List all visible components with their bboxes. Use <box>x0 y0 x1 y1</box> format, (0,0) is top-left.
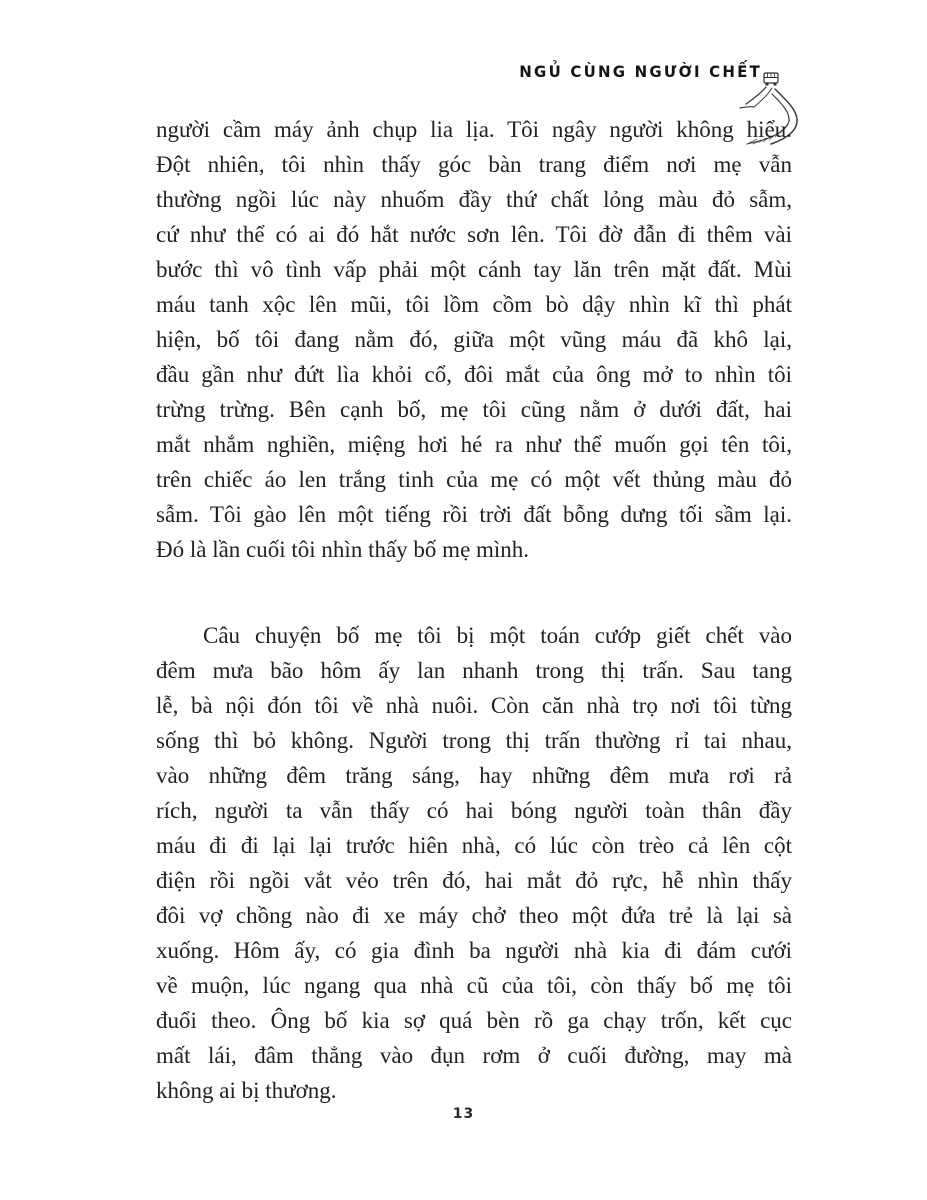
text-line: hiện, bố tôi đang nằm đó, giữa một vũng máu đã khô lại, <box>156 327 792 352</box>
text-line: bước thì vô tình vấp phải một cánh tay lăn trên mặt đất. Mùi <box>156 257 792 282</box>
page-number: 13 <box>452 1106 475 1122</box>
text-line: máu đi đi lại lại trước hiên nhà, có lúc còn trèo cả lên cột <box>156 833 792 858</box>
text-line: xuống. Hôm ấy, có gia đình ba người nhà kia đi đám cưới <box>156 938 792 963</box>
text-line: người cầm máy ảnh chụp lia lịa. Tôi ngây người không hiểu. <box>156 117 792 142</box>
text-line: đêm mưa bão hôm ấy lan nhanh trong thị trấn. Sau tang <box>156 658 792 683</box>
text-line: đôi vợ chồng nào đi xe máy chở theo một đứa trẻ là lại sà <box>156 903 792 928</box>
text-line: không ai bị thương. <box>156 1078 337 1103</box>
text-line: sẫm. Tôi gào lên một tiếng rồi trời đất bỗng dưng tối sầm lại. <box>156 502 792 527</box>
text-line: cứ như thể có ai đó hắt nước sơn lên. Tôi đờ đẫn đi thêm vài <box>156 222 792 247</box>
text-line: Đột nhiên, tôi nhìn thấy góc bàn trang điểm nơi mẹ vẫn <box>156 152 792 177</box>
text-line: về muộn, lúc ngang qua nhà cũ của tôi, còn thấy bố mẹ tôi <box>156 973 792 998</box>
text-line: vào những đêm trăng sáng, hay những đêm mưa rơi rả <box>156 763 792 788</box>
text-line: mất lái, đâm thẳng vào đụn rơm ở cuối đường, may mà <box>156 1043 792 1068</box>
body-text <box>156 112 792 1108</box>
text-line: lễ, bà nội đón tôi về nhà nuôi. Còn căn nhà trọ nơi tôi từng <box>156 693 792 718</box>
text-line: rích, người ta vẫn thấy có hai bóng người toàn thân đầy <box>156 798 792 823</box>
text-line: đầu gần như đứt lìa khỏi cổ, đôi mắt của ông mở to nhìn tôi <box>156 362 792 387</box>
text-line: Câu chuyện bố mẹ tôi bị một toán cướp giết chết vào <box>203 623 792 648</box>
text-line: điện rồi ngồi vắt vẻo trên đó, hai mắt đỏ rực, hễ nhìn thấy <box>156 868 792 893</box>
paragraph <box>156 112 792 567</box>
paragraph <box>156 618 792 1108</box>
text-line: thường ngồi lúc này nhuốm đầy thứ chất lỏng màu đỏ sẫm, <box>156 187 792 212</box>
text-line: Đó là lần cuối tôi nhìn thấy bố mẹ mình. <box>156 537 530 562</box>
text-line: máu tanh xộc lên mũi, tôi lồm cồm bò dậy nhìn kĩ thì phát <box>156 292 792 317</box>
text-line: mắt nhắm nghiền, miệng hơi hé ra như thể muốn gọi tên tôi, <box>156 432 792 457</box>
bus-icon <box>764 73 778 86</box>
text-line: đuổi theo. Ông bố kia sợ quá bèn rồ ga chạy trốn, kết cục <box>156 1008 792 1033</box>
text-line: sống thì bỏ không. Người trong thị trấn thường rỉ tai nhau, <box>156 728 792 753</box>
text-line: trên chiếc áo len trắng tinh của mẹ có một vết thủng màu đỏ <box>156 467 792 492</box>
running-head-title: NGỦ CÙNG NGƯỜI CHẾT <box>519 62 762 82</box>
text-line: trừng trừng. Bên cạnh bố, mẹ tôi cũng nằm ở dưới đất, hai <box>156 397 792 422</box>
